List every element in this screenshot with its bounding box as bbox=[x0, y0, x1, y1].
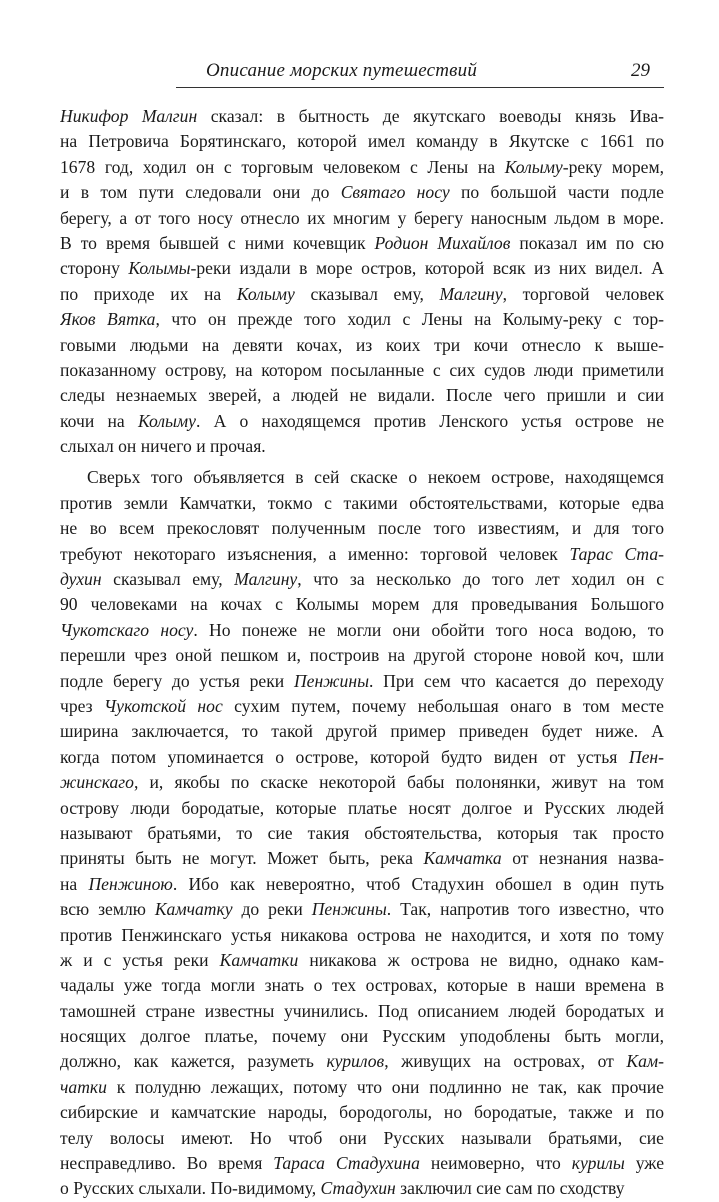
text-line bbox=[60, 745, 664, 770]
text-run: на Петровича Борятинскаго, которой имел команду в Якутске с 1661 по bbox=[60, 131, 664, 152]
text-run: о Русских слыхали. По-видимому, bbox=[60, 1178, 321, 1199]
text-run: сибирские и камчатские народы, бородоголы, но бородатые, также и по bbox=[60, 1102, 664, 1123]
text-run: . А о находящемся против Ленского устья острове не bbox=[195, 410, 664, 431]
text-run: -реки издали в море остров, которой всяк из них видел. А bbox=[190, 258, 664, 279]
italic-run: Камчатки bbox=[219, 949, 299, 970]
italic-run: Пенжиною bbox=[88, 873, 173, 894]
text-run: сказывал ему, bbox=[294, 283, 440, 304]
text-run: перешли чрез оной пешком и, построив на другой стороне новой коч, шли bbox=[60, 645, 664, 666]
text-run: сказал: в бытность де якутскаго воеводы князь Ива- bbox=[197, 106, 664, 126]
text-line bbox=[60, 129, 664, 154]
text-line bbox=[60, 542, 664, 567]
text-line bbox=[60, 491, 664, 516]
italic-run: Колыму bbox=[504, 156, 563, 177]
italic-run: Тарас Ста- bbox=[569, 543, 664, 564]
text-line bbox=[60, 307, 664, 332]
text-run: острову люди бородатые, которые платье носят долгое и Русских людей bbox=[60, 797, 664, 818]
italic-run: Святаго носу bbox=[340, 182, 450, 203]
italic-run: Чукотскаго носу bbox=[60, 619, 194, 640]
text-line bbox=[60, 618, 664, 643]
text-line bbox=[60, 155, 664, 180]
text-line bbox=[60, 1075, 664, 1100]
header-rule bbox=[176, 87, 664, 88]
text-run: слыхал он ничего и прочая. bbox=[60, 436, 266, 457]
text-run: несправедливо. Во время bbox=[60, 1153, 274, 1174]
text-run: , живущих на островах, от bbox=[384, 1051, 627, 1072]
text-run: . При сем что касается до переходу bbox=[369, 670, 664, 691]
text-run: подле берегу до устья реки bbox=[60, 670, 294, 691]
italic-run: Чукотской нос bbox=[104, 695, 223, 716]
text-run: берегу, а от того носу отнесло их многим у берегу наносным льдом в море. bbox=[60, 207, 664, 228]
text-line bbox=[60, 1126, 664, 1151]
text-line bbox=[60, 669, 664, 694]
text-line bbox=[60, 465, 664, 490]
text-line bbox=[60, 180, 664, 205]
text-run: ж и с устья реки bbox=[60, 949, 220, 970]
text-run: чрез bbox=[60, 695, 105, 716]
text-run: когда потом упоминается о острове, которой будто виден от устья bbox=[60, 746, 629, 767]
paragraph bbox=[60, 465, 664, 1201]
text-line bbox=[60, 643, 664, 668]
text-run: на bbox=[60, 873, 89, 894]
text-line bbox=[60, 1100, 664, 1125]
italic-run: Стадухин bbox=[320, 1178, 396, 1199]
text-line bbox=[60, 719, 664, 744]
text-line bbox=[60, 973, 664, 998]
paragraph bbox=[60, 104, 664, 459]
text-run: , торговой человек bbox=[502, 283, 664, 304]
text-line bbox=[60, 516, 664, 541]
italic-run: Пенжины bbox=[293, 670, 369, 691]
text-run: следы незнаемых зверей, а людей не видали. После чего пришли и сии bbox=[60, 385, 664, 406]
text-run: В то время бывшей с ними кочевщик bbox=[60, 232, 375, 253]
italic-run: Малгину bbox=[439, 283, 503, 304]
text-line bbox=[60, 1151, 664, 1176]
italic-run: духин bbox=[60, 569, 102, 590]
text-run: неимоверно, что bbox=[419, 1153, 572, 1174]
italic-run: Яков Вятка bbox=[60, 309, 156, 330]
text-line bbox=[60, 948, 664, 973]
italic-run: Малгину bbox=[234, 569, 298, 590]
text-run: . Так, напротив того известно, что bbox=[386, 899, 664, 920]
text-run: говыми людьми на девяти кочах, из коих три кочи отнесло к выше- bbox=[60, 334, 664, 355]
italic-run: Никифор Малгин bbox=[60, 106, 198, 126]
text-run: против земли Камчатки, токмо с такими обстоятельствами, которые едва bbox=[60, 492, 664, 513]
text-run: кочи на bbox=[60, 410, 138, 431]
text-run: по большой части подле bbox=[449, 182, 664, 203]
text-run: называют братьями, то сие такия обстоятельства, которыя так просто bbox=[60, 822, 664, 843]
text-run: 90 человеками на кочах с Колымы морем для проведывания Большого bbox=[60, 594, 664, 615]
text-run: уже bbox=[624, 1153, 664, 1174]
italic-run: Кам- bbox=[626, 1051, 664, 1072]
text-line bbox=[60, 434, 664, 459]
italic-run: Родион Михайлов bbox=[374, 232, 511, 253]
text-line bbox=[60, 796, 664, 821]
text-line bbox=[60, 333, 664, 358]
text-line bbox=[60, 770, 664, 795]
text-run: . Ибо как невероятно, чтоб Стадухин обошел в один путь bbox=[172, 873, 664, 894]
text-run: сторону bbox=[60, 258, 129, 279]
italic-run: Камчатка bbox=[423, 848, 502, 869]
text-line bbox=[60, 999, 664, 1024]
text-line bbox=[60, 872, 664, 897]
page-number: 29 bbox=[631, 60, 650, 81]
text-line bbox=[60, 206, 664, 231]
italic-run: Пенжины bbox=[311, 899, 387, 920]
text-run: Сверьх того объявляется в сей скаске о некоем острове, находящемся bbox=[87, 467, 664, 488]
text-line bbox=[60, 592, 664, 617]
text-run: сухим путем, почему небольшая онаго в том месте bbox=[222, 695, 664, 716]
page-header bbox=[176, 60, 664, 86]
text-run: всю землю bbox=[60, 899, 155, 920]
text-line bbox=[60, 897, 664, 922]
text-line bbox=[60, 1049, 664, 1074]
text-line bbox=[60, 358, 664, 383]
italic-run: жинскаго bbox=[60, 772, 134, 793]
text-run: . Но понеже не могли они обойти того носа водою, то bbox=[193, 619, 664, 640]
text-run: не во всем прекословят полученным после того известиям, и для того bbox=[60, 518, 664, 539]
text-line bbox=[60, 104, 664, 129]
italic-run: Колыму bbox=[137, 410, 196, 431]
text-line bbox=[60, 923, 664, 948]
italic-run: Колыму bbox=[236, 283, 295, 304]
italic-run: курилов bbox=[326, 1051, 385, 1072]
text-run: показал им по сю bbox=[510, 232, 664, 253]
text-line bbox=[60, 1176, 664, 1201]
text-line bbox=[60, 821, 664, 846]
italic-run: Камчатку bbox=[154, 899, 233, 920]
text-line bbox=[60, 567, 664, 592]
text-run: носящих долгое платье, почему они Русским уподоблены быть могли, bbox=[60, 1026, 664, 1047]
text-run: никакова ж острова не видно, однако кам- bbox=[298, 949, 664, 970]
text-run: , что за несколько до того лет ходил он с bbox=[297, 569, 664, 590]
text-line bbox=[60, 409, 664, 434]
text-run: до реки bbox=[232, 899, 312, 920]
text-run: -реку морем, bbox=[562, 156, 664, 177]
text-line bbox=[60, 846, 664, 871]
text-line bbox=[60, 231, 664, 256]
text-run: должно, как кажется, разуметь bbox=[60, 1051, 327, 1072]
text-run: по приходе их на bbox=[60, 283, 237, 304]
text-line bbox=[60, 1024, 664, 1049]
text-run: телу волосы имеют. Но чтоб они Русских называли братьями, сие bbox=[60, 1127, 664, 1148]
text-run: показанному острову, на котором посыланные с сих судов люди приметили bbox=[60, 359, 664, 380]
italic-run: Колымы bbox=[128, 258, 191, 279]
text-run: ширина заключается, то такой другой пример приведен будет ниже. А bbox=[60, 721, 664, 742]
text-run: тамошней стране известны учинились. Под описанием людей бородатых и bbox=[60, 1000, 664, 1021]
text-run: от незнания назва- bbox=[501, 848, 664, 869]
italic-run: Тараса Стадухина bbox=[273, 1153, 420, 1174]
italic-run: курилы bbox=[571, 1153, 625, 1174]
text-line bbox=[60, 383, 664, 408]
text-run: , и, якобы по скаске некоторой бабы полонянки, живут на том bbox=[133, 772, 664, 793]
running-title: Описание морских путешествий bbox=[206, 60, 478, 81]
italic-run: чатки bbox=[60, 1076, 107, 1097]
text-run: сказывал ему, bbox=[101, 569, 235, 590]
italic-run: Пен- bbox=[628, 746, 664, 767]
text-run: заключил сие сам по сходству bbox=[395, 1178, 625, 1199]
text-run: требуют некотораго изъяснения, а именно: торговой человек bbox=[60, 543, 570, 564]
body-text bbox=[60, 104, 664, 1202]
text-run: 1678 год, ходил он с торговым человеком с Лены на bbox=[60, 156, 505, 177]
text-line bbox=[60, 256, 664, 281]
text-run: и в том пути следовали они до bbox=[60, 182, 341, 203]
text-run: приняты быть не могут. Может быть, река bbox=[60, 848, 424, 869]
text-run: , что он прежде того ходил с Лены на Колыму-реку с тор- bbox=[155, 309, 664, 330]
text-run: чадалы уже тогда могли знать о тех островах, которые в наши времена в bbox=[60, 975, 664, 996]
text-line bbox=[60, 282, 664, 307]
text-run: против Пенжинскаго устья никакова острова не находится, и хотя по тому bbox=[60, 924, 664, 945]
text-line bbox=[60, 694, 664, 719]
text-run: к полудню лежащих, потому что они подлинно не так, как прочие bbox=[106, 1076, 664, 1097]
